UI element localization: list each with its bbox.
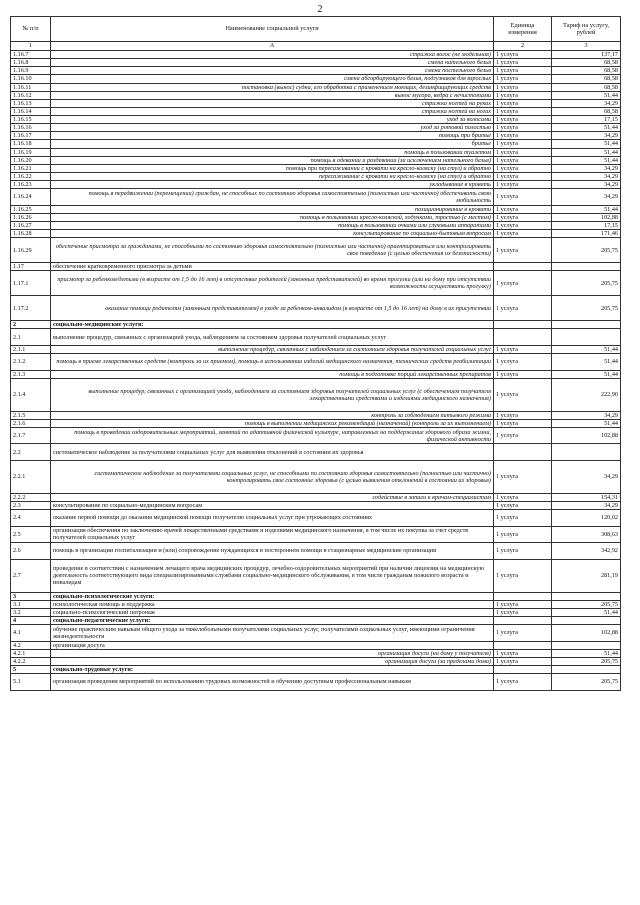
service-code: 1.16.18 [11, 140, 51, 148]
service-code: 2.1.4 [11, 378, 51, 411]
service-name: помощь в пользовании очками или слуховыми аппаратами [51, 221, 494, 229]
service-name: консультирование по социально-медицинским вопросам [51, 502, 494, 510]
service-name: организация досуга (за пределами дома) [51, 657, 494, 665]
service-unit [494, 329, 552, 346]
table-row [11, 140, 621, 148]
section-row [11, 321, 621, 329]
service-price: 34,29 [552, 132, 621, 140]
page-number: 2 [317, 4, 323, 15]
service-price: 68,58 [552, 83, 621, 91]
service-code: 2.1 [11, 329, 51, 346]
service-price: 171,46 [552, 230, 621, 238]
service-name: систематическое наблюдение за получателями социальных услуг, не способными по состоянию здоровья самостоятельно (полностью или частично) контролировать свое состояние здоровья (с целью выявления отклонений в состоянии их здоровья) [51, 460, 494, 493]
service-price: 51,44 [552, 148, 621, 156]
service-price [552, 263, 621, 271]
service-price [552, 617, 621, 625]
service-code: 2.2.2 [11, 493, 51, 501]
service-name: бритье [51, 140, 494, 148]
service-name: контроль за соблюдением питьевого режима [51, 411, 494, 419]
table-row [11, 51, 621, 59]
service-price: 342,92 [552, 543, 621, 560]
service-code: 3.2 [11, 608, 51, 616]
service-price: 51,44 [552, 419, 621, 427]
table-row [11, 238, 621, 263]
service-price: 120,02 [552, 510, 621, 527]
service-price: 102,88 [552, 625, 621, 642]
table-row [11, 181, 621, 189]
service-unit: 1 услуга [494, 345, 552, 353]
service-code: 1.16.28 [11, 230, 51, 238]
service-price: 205,75 [552, 657, 621, 665]
table-row [11, 345, 621, 353]
service-code: 1.16.27 [11, 221, 51, 229]
service-unit: 1 услуга [494, 91, 552, 99]
service-price: 51,44 [552, 91, 621, 99]
table-row [11, 99, 621, 107]
service-code: 2.1.7 [11, 427, 51, 444]
table-row [11, 221, 621, 229]
service-price: 51,44 [552, 140, 621, 148]
service-price: 102,88 [552, 427, 621, 444]
service-name: присмотр за ребенком/детьми (в возрасте от 1,5 до 16 лет) в отсутствие родителей (законных представителей) во время прогулки (или на дому при отсутствии возможности осуществить прогулку) [51, 271, 494, 296]
service-code: 1.16.22 [11, 172, 51, 180]
service-name: позиционирование в кровати [51, 205, 494, 213]
service-unit: 1 услуга [494, 370, 552, 378]
service-unit: 1 услуга [494, 600, 552, 608]
service-unit: 1 услуга [494, 213, 552, 221]
service-code: 2.1.3 [11, 370, 51, 378]
table-row [11, 444, 621, 461]
service-code: 2.6 [11, 543, 51, 560]
service-code: 1.16.11 [11, 83, 51, 91]
service-price: 34,29 [552, 164, 621, 172]
service-code: 1.16.29 [11, 238, 51, 263]
service-price: 102,88 [552, 213, 621, 221]
service-code: 2.5 [11, 526, 51, 543]
service-unit: 1 услуга [494, 674, 552, 691]
service-unit [494, 641, 552, 649]
service-code: 2.1.5 [11, 411, 51, 419]
section-row [11, 666, 621, 674]
service-code: 2.2 [11, 444, 51, 461]
service-code: 1.16.10 [11, 75, 51, 83]
service-unit: 1 услуга [494, 172, 552, 180]
service-name: проведение в соответствии с назначением лечащего врача медицинских процедур, лечебно-оздоровительных мероприятий при наличии лицензии на медицинскую деятельность соответствующего вида специализированными службами социально-медицинского обслуживания, в том числе гражданам пожилого возраста и инвалидам [51, 559, 494, 592]
table-row [11, 608, 621, 616]
table-row [11, 378, 621, 411]
service-name: помощь в передвижении (перемещении) граждан, не способных по состоянию здоровья самостоятельно (полностью или частично) обеспечивать свою мобильность [51, 189, 494, 206]
service-unit: 1 услуга [494, 502, 552, 510]
column-index-1: 1 [11, 42, 51, 51]
table-row [11, 502, 621, 510]
service-name: постановка (вынос) судна, его обработка с применением моющих, дезинфицирующих средств [51, 83, 494, 91]
service-price: 51,44 [552, 370, 621, 378]
service-name: смена нательного белья [51, 59, 494, 67]
service-price: 51,44 [552, 345, 621, 353]
service-code: 1.17.2 [11, 296, 51, 321]
table-row [11, 148, 621, 156]
service-unit: 1 услуга [494, 67, 552, 75]
table-row [11, 59, 621, 67]
service-price: 51,44 [552, 124, 621, 132]
service-name: выполнение процедур, связанных с организацией ухода, наблюдением за состоянием здоровья получателей социальных услуг [51, 329, 494, 346]
service-price: 281,19 [552, 559, 621, 592]
table-row [11, 263, 621, 271]
service-price: 34,29 [552, 172, 621, 180]
table-row [11, 132, 621, 140]
service-code: 1.16.21 [11, 164, 51, 172]
service-name: социально-педагогические услуги: [51, 617, 494, 625]
table-row [11, 411, 621, 419]
service-name: помощь при пересаживании с кровати на кресло-коляску (на стул) и обратно [51, 164, 494, 172]
service-code: 4.2.1 [11, 649, 51, 657]
service-unit: 1 услуга [494, 124, 552, 132]
service-code: 1.16.20 [11, 156, 51, 164]
service-code: 1.16.9 [11, 67, 51, 75]
service-name: смена абсорбирующего белья, подгузников для взрослых [51, 75, 494, 83]
service-name: систематическое наблюдение за получателями социальных услуг для выявления отклонений в состоянии их здоровья [51, 444, 494, 461]
service-code: 1.16.12 [11, 91, 51, 99]
table-row [11, 67, 621, 75]
table-row [11, 116, 621, 124]
column-index-2: 2 [494, 42, 552, 51]
service-code: 2.4 [11, 510, 51, 527]
table-row [11, 296, 621, 321]
table-row [11, 213, 621, 221]
service-code: 2.3 [11, 502, 51, 510]
table-row [11, 164, 621, 172]
table-row [11, 657, 621, 665]
service-unit: 1 услуга [494, 189, 552, 206]
table-row [11, 493, 621, 501]
service-price: 154,31 [552, 493, 621, 501]
service-code: 1.16.19 [11, 148, 51, 156]
service-name: организация обеспечения по заключению врачей лекарственными средствами и изделиями медицинского назначения, в том числе их покупка за счет средств получателей социальных услуг [51, 526, 494, 543]
service-price: 205,75 [552, 271, 621, 296]
service-code: 5 [11, 666, 51, 674]
service-unit: 1 услуга [494, 657, 552, 665]
service-unit: 1 услуга [494, 625, 552, 642]
service-price: 205,75 [552, 600, 621, 608]
service-name: стрижка ногтей на руках [51, 99, 494, 107]
service-unit: 1 услуга [494, 238, 552, 263]
service-code: 4.2 [11, 641, 51, 649]
service-unit: 1 услуга [494, 526, 552, 543]
service-name: помощь в одевании и раздевании (за исключением нательного белья) [51, 156, 494, 164]
service-unit: 1 услуга [494, 493, 552, 501]
service-code: 1.17.1 [11, 271, 51, 296]
service-unit [494, 592, 552, 600]
service-name: помощь в подготовке порций лекарственных препаратов [51, 370, 494, 378]
service-unit: 1 услуга [494, 427, 552, 444]
service-price: 51,44 [552, 608, 621, 616]
table-row [11, 370, 621, 378]
service-price: 51,44 [552, 205, 621, 213]
service-unit [494, 263, 552, 271]
table-row [11, 526, 621, 543]
service-unit: 1 услуга [494, 59, 552, 67]
service-price: 17,15 [552, 221, 621, 229]
service-unit: 1 услуга [494, 116, 552, 124]
service-code: 1.16.15 [11, 116, 51, 124]
service-price: 34,29 [552, 460, 621, 493]
column-header-price: Тариф на услугу, рублей [552, 17, 621, 42]
table-row [11, 427, 621, 444]
service-code: 5.1 [11, 674, 51, 691]
table-row [11, 107, 621, 115]
service-name: обеспечение кратковременного присмотра за детьми [51, 263, 494, 271]
service-code: 3 [11, 592, 51, 600]
tariff-table-body [11, 51, 621, 691]
service-price: 51,44 [552, 156, 621, 164]
service-unit: 1 услуга [494, 181, 552, 189]
service-name: оказание первой помощи до оказания медицинской помощи получателю социальных услуг при угрожающих состояниях [51, 510, 494, 527]
table-row [11, 172, 621, 180]
service-code: 1.16.8 [11, 59, 51, 67]
service-unit [494, 617, 552, 625]
service-name: содействие в записи к врачам-специалистам [51, 493, 494, 501]
section-row [11, 617, 621, 625]
service-unit [494, 444, 552, 461]
service-name: пересаживание с кровати на кресло-коляску (на стул) и обратно [51, 172, 494, 180]
column-index-3: 3 [552, 42, 621, 51]
service-price: 34,29 [552, 189, 621, 206]
service-name: консультирование по социально-бытовым вопросам [51, 230, 494, 238]
service-price: 137,17 [552, 51, 621, 59]
service-unit: 1 услуга [494, 99, 552, 107]
service-name: стрижка ногтей на ногах [51, 107, 494, 115]
service-code: 4.1 [11, 625, 51, 642]
table-row [11, 600, 621, 608]
service-name: выполнение процедур, связанных с организацией ухода, наблюдением за состоянием здоровья получателей социальных услуг (с обеспечением получателя лекарственными средствами и изделиями медицинского назначения) [51, 378, 494, 411]
service-name: помощь в приеме лекарственных средств (контроль за их приемом), помощь в использовании изделий медицинского назначения, технических средств реабилитации [51, 354, 494, 371]
service-unit: 1 услуга [494, 419, 552, 427]
service-unit: 1 услуга [494, 221, 552, 229]
column-index-a: А [51, 42, 494, 51]
service-name: оказание помощи родителям (законным представителям) в уходе за ребенком-инвалидом (в возрасте от 1,5 до 16 лет) на дому в их присутствии [51, 296, 494, 321]
service-code: 2.7 [11, 559, 51, 592]
service-name: смена постельного белья [51, 67, 494, 75]
service-name: помощь при бритье [51, 132, 494, 140]
service-name: социально-трудовые услуги: [51, 666, 494, 674]
service-unit: 1 услуга [494, 271, 552, 296]
service-code: 1.16.23 [11, 181, 51, 189]
service-unit: 1 услуга [494, 140, 552, 148]
service-unit: 1 услуга [494, 230, 552, 238]
service-unit: 1 услуга [494, 649, 552, 657]
service-code: 2.1.2 [11, 354, 51, 371]
service-name: социально-психологический патронаж [51, 608, 494, 616]
table-row [11, 510, 621, 527]
table-row [11, 329, 621, 346]
service-name: стрижка волос (не модельная) [51, 51, 494, 59]
service-code: 1.16.25 [11, 205, 51, 213]
table-row [11, 156, 621, 164]
service-price [552, 641, 621, 649]
table-row [11, 75, 621, 83]
service-code: 1.17 [11, 263, 51, 271]
service-name: помощь в проведении оздоровительных мероприятий, занятий по адаптивной физической культуре, направленных на поддержание здорового образа жизни, физической активности [51, 427, 494, 444]
service-unit: 1 услуга [494, 510, 552, 527]
service-unit: 1 услуга [494, 411, 552, 419]
service-code: 1.16.17 [11, 132, 51, 140]
table-row [11, 543, 621, 560]
table-row [11, 124, 621, 132]
table-row [11, 460, 621, 493]
service-unit: 1 услуга [494, 156, 552, 164]
service-name: социально-медицинские услуги: [51, 321, 494, 329]
service-price: 34,29 [552, 502, 621, 510]
service-name: организация досуга [51, 641, 494, 649]
service-name: уход за ротовой полостью [51, 124, 494, 132]
service-code: 2.1.1 [11, 345, 51, 353]
service-price [552, 666, 621, 674]
service-code: 1.16.16 [11, 124, 51, 132]
service-unit: 1 услуга [494, 378, 552, 411]
table-row [11, 419, 621, 427]
service-price: 68,58 [552, 67, 621, 75]
service-name: помощь в выполнении медицинских рекомендаций (назначений) (контроль за их выполнением) [51, 419, 494, 427]
service-price: 68,58 [552, 75, 621, 83]
service-name: организация досуга (на дому у получателя) [51, 649, 494, 657]
service-unit: 1 услуга [494, 296, 552, 321]
service-name: укладывание в кровать [51, 181, 494, 189]
service-code: 2 [11, 321, 51, 329]
service-name: выполнение процедур, связанных с наблюдением за состоянием здоровья получателей социальных услуг [51, 345, 494, 353]
service-code: 1.16.13 [11, 99, 51, 107]
service-unit: 1 услуга [494, 83, 552, 91]
service-name: обучение практическим навыкам общего ухода за тяжелобольными получателями социальных услуг, получателями социальных услуг, имеющими ограничения жизнедеятельности [51, 625, 494, 642]
service-price: 34,29 [552, 411, 621, 419]
table-row [11, 559, 621, 592]
service-price [552, 592, 621, 600]
service-price [552, 444, 621, 461]
service-price: 68,58 [552, 107, 621, 115]
column-header-unit: Единица измерения [494, 17, 552, 42]
service-name: организация проведения мероприятий по использованию трудовых возможностей и обучению доступным профессиональным навыкам [51, 674, 494, 691]
table-row [11, 189, 621, 206]
service-code: 4 [11, 617, 51, 625]
service-price [552, 321, 621, 329]
table-row [11, 271, 621, 296]
service-unit: 1 услуга [494, 148, 552, 156]
service-price: 34,29 [552, 99, 621, 107]
service-unit: 1 услуга [494, 608, 552, 616]
service-unit: 1 услуга [494, 107, 552, 115]
service-price: 205,75 [552, 238, 621, 263]
service-code: 3.1 [11, 600, 51, 608]
service-name: уход за волосами [51, 116, 494, 124]
service-code: 1.16.26 [11, 213, 51, 221]
service-price: 17,15 [552, 116, 621, 124]
service-price: 51,44 [552, 354, 621, 371]
service-unit: 1 услуга [494, 543, 552, 560]
service-unit: 1 услуга [494, 559, 552, 592]
service-name: вынос мусора, ведра с нечистотами [51, 91, 494, 99]
table-row [11, 83, 621, 91]
service-unit: 1 услуга [494, 164, 552, 172]
service-code: 2.1.6 [11, 419, 51, 427]
service-unit: 1 услуга [494, 354, 552, 371]
service-code: 1.16.7 [11, 51, 51, 59]
service-code: 2.2.1 [11, 460, 51, 493]
service-name: помощь в пользовании кресло-коляской, ходунками, тростью (с местом) [51, 213, 494, 221]
service-price: 222,90 [552, 378, 621, 411]
service-code: 1.16.24 [11, 189, 51, 206]
service-unit: 1 услуга [494, 205, 552, 213]
service-name: психологическая помощь и поддержка [51, 600, 494, 608]
tariff-table [10, 16, 621, 691]
service-price [552, 329, 621, 346]
service-code: 4.2.2 [11, 657, 51, 665]
service-unit: 1 услуга [494, 75, 552, 83]
table-row [11, 91, 621, 99]
service-unit [494, 321, 552, 329]
service-name: обеспечение присмотра за гражданами, не способными по состоянию здоровья самостоятельно (полностью или частично) ориентироваться или контролировать свое поведение (с целью обеспечения их безопасности) [51, 238, 494, 263]
table-row [11, 674, 621, 691]
service-price: 34,29 [552, 181, 621, 189]
service-unit: 1 услуга [494, 51, 552, 59]
table-row [11, 230, 621, 238]
column-header-name: Наименование социальной услуги [51, 17, 494, 42]
service-name: помощь в пользовании туалетом [51, 148, 494, 156]
table-row [11, 641, 621, 649]
service-name: помощь в организации госпитализации и (или) сопровождение нуждающихся в постороннем помощи в стационарные медицинские организации [51, 543, 494, 560]
table-row [11, 625, 621, 642]
service-price: 51,44 [552, 649, 621, 657]
table-row [11, 649, 621, 657]
service-price: 205,75 [552, 296, 621, 321]
service-unit: 1 услуга [494, 132, 552, 140]
table-row [11, 205, 621, 213]
table-row [11, 354, 621, 371]
service-unit: 1 услуга [494, 460, 552, 493]
service-price: 68,58 [552, 59, 621, 67]
service-code: 1.16.14 [11, 107, 51, 115]
service-name: социально-психологические услуги: [51, 592, 494, 600]
service-price: 205,75 [552, 674, 621, 691]
service-unit [494, 666, 552, 674]
section-row [11, 592, 621, 600]
service-price: 308,63 [552, 526, 621, 543]
column-header-number: № п/п [11, 17, 51, 42]
